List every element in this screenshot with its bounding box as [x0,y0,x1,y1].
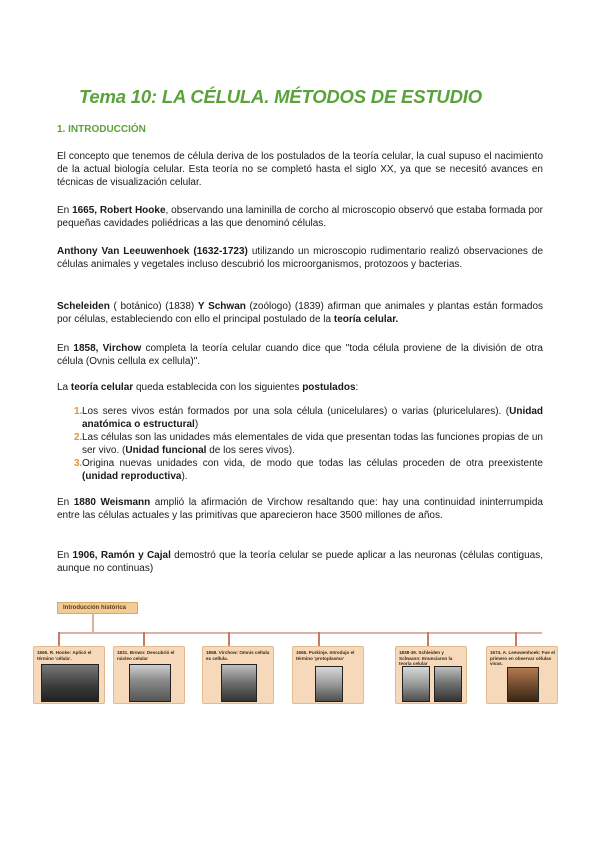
text-run: La [57,382,71,393]
timeline-card-text: 1831. Brown: Descubrió el núcleo celular [117,650,175,661]
text-run: , observando una laminilla de corcho al microscopio observó que estaba formada por pequeñas cavidades poliédricas a las que denominó células. [57,205,543,229]
schleiden-portrait-image [402,666,430,702]
schwann-portrait-image [434,666,462,702]
bold-run: 1665, Robert Hooke [72,205,166,216]
bold-run: postulados [302,382,356,393]
bold-run: Scheleiden [57,301,110,312]
timeline-tick [515,632,517,646]
text-run: queda establecida con los siguientes [133,382,303,393]
timeline-connector [92,614,94,632]
text-run: de los seres vivos). [206,445,295,456]
timeline-card [33,646,105,704]
text-run: ). [181,471,188,482]
timeline-card [292,646,364,704]
bold-run: teoría celular [70,382,134,393]
list-number: 3. [74,458,83,469]
leeuwenhoek-portrait-image [507,667,539,702]
timeline-tick [318,632,320,646]
virchow-portrait-image [221,664,257,702]
bold-run: teoría celular. [333,314,399,325]
timeline-card-text: 1665. Purkinje. Introdujo el término 'protoplasma' [296,650,355,661]
list-number: 1. [74,406,83,417]
page-title: Tema 10: LA CÉLULA. MÉTODOS DE ESTUDIO [79,86,482,107]
section-heading: 1. INTRODUCCIÓN [57,124,146,135]
timeline-label: Introducción histórica [57,602,138,614]
timeline-card-text: 1665. R. Hooke: Aplicó el término 'célula'. [37,650,92,661]
paragraph-postulados-intro [57,381,543,394]
purkinje-portrait-image [315,666,343,702]
timeline-card [202,646,274,704]
brown-portrait-image [129,664,171,702]
text-run: ) [194,419,199,430]
timeline-card [486,646,558,704]
timeline-card-text: 1674. A. Leeuwenhoek: Fue el primero en observar células vivas. [490,650,555,667]
timeline-tick [143,632,145,646]
timeline-tick [228,632,230,646]
bold-run: Y Schwan [197,301,246,312]
timeline-card-text: 1838-39. Schleiden y Schwann: Enunciaron la teoría celular [399,650,453,667]
paragraph-hooke [57,204,543,230]
timeline-card [113,646,185,704]
text-run: Los seres vivos están formados por una sola célula (unicelulares) o varias (pluricelulares). ( [82,406,510,417]
text-run: (zoólogo) (1839) afirman que animales y plantas están formados por células, estableciendo con ello el principal postulado de la [57,301,544,325]
paragraph-intro: El concepto que tenemos de célula deriva de los postulados de la teoría celular, la cual supuso el nacimiento de la actual biología celular. Esta teoría no se completó hasta el siglo XX, ya que se necesitó avances en técnicas de visualización celular. [57,151,543,188]
text-run: Origina nuevas unidades con vida, de modo que todas las células proceden de otra preexistente [82,458,543,469]
paragraph-ramon-y-cajal [57,549,543,575]
list-number: 2. [74,432,83,443]
text-run: utilizando un microscopio rudimentario realizó observaciones de células animales y vegetales incluso descubrió los microorganismos, protozoos y bacterias. [57,246,543,270]
bold-run: (unidad reproductiva [82,471,182,482]
text-run: demostró que la teoría celular se puede aplicar a las neuronas (células contiguas, aunque no continuas) [57,550,543,574]
text-run: En [57,205,73,216]
bold-run: Unidad anatómica o estructural [82,406,543,430]
paragraph-weismann [57,496,543,522]
text-run: En [57,497,74,508]
list-item [64,457,543,483]
bold-run: Unidad funcional [125,445,207,456]
paragraph-virchow [57,342,543,368]
timeline-tick [58,632,60,646]
bold-run: 1906, Ramón y Cajal [72,550,171,561]
paragraph-schleiden-schwann [57,300,543,326]
timeline-axis [58,632,542,634]
list-item [64,431,543,457]
text-run: : [355,382,359,393]
bold-run: 1858, Virchow [73,343,142,354]
bold-run: 1880 Weismann [73,497,151,508]
text-run: completa la teoría celular cuando dice que "toda célula proviene de la división de otra célula (Ovnis cellula ex cellula)". [57,343,543,367]
postulados-list [64,405,543,483]
text-run: ( botánico) (1838) [109,301,198,312]
timeline-card [395,646,467,704]
list-item [64,405,543,431]
timeline-tick [427,632,429,646]
bold-run: Anthony Van Leeuwenhoek (1632-1723) [57,246,248,257]
text-run: En [57,550,73,561]
timeline-card-text: 1858. Virchow: Omnis cellula ex cellula. [206,650,270,661]
text-run: En [57,343,74,354]
hooke-microscope-image [41,664,99,702]
text-run: Las células son las unidades más elementales de vida que presentan todas las funciones propias de un ser vivo. ( [82,432,543,456]
text-run: amplió la afirmación de Virchow resaltando que: hay una continuidad ininterrumpida entre las células actuales y las primitivas que aparecieron hace 3500 millones de años. [57,497,543,521]
paragraph-leeuwenhoek [57,245,543,271]
